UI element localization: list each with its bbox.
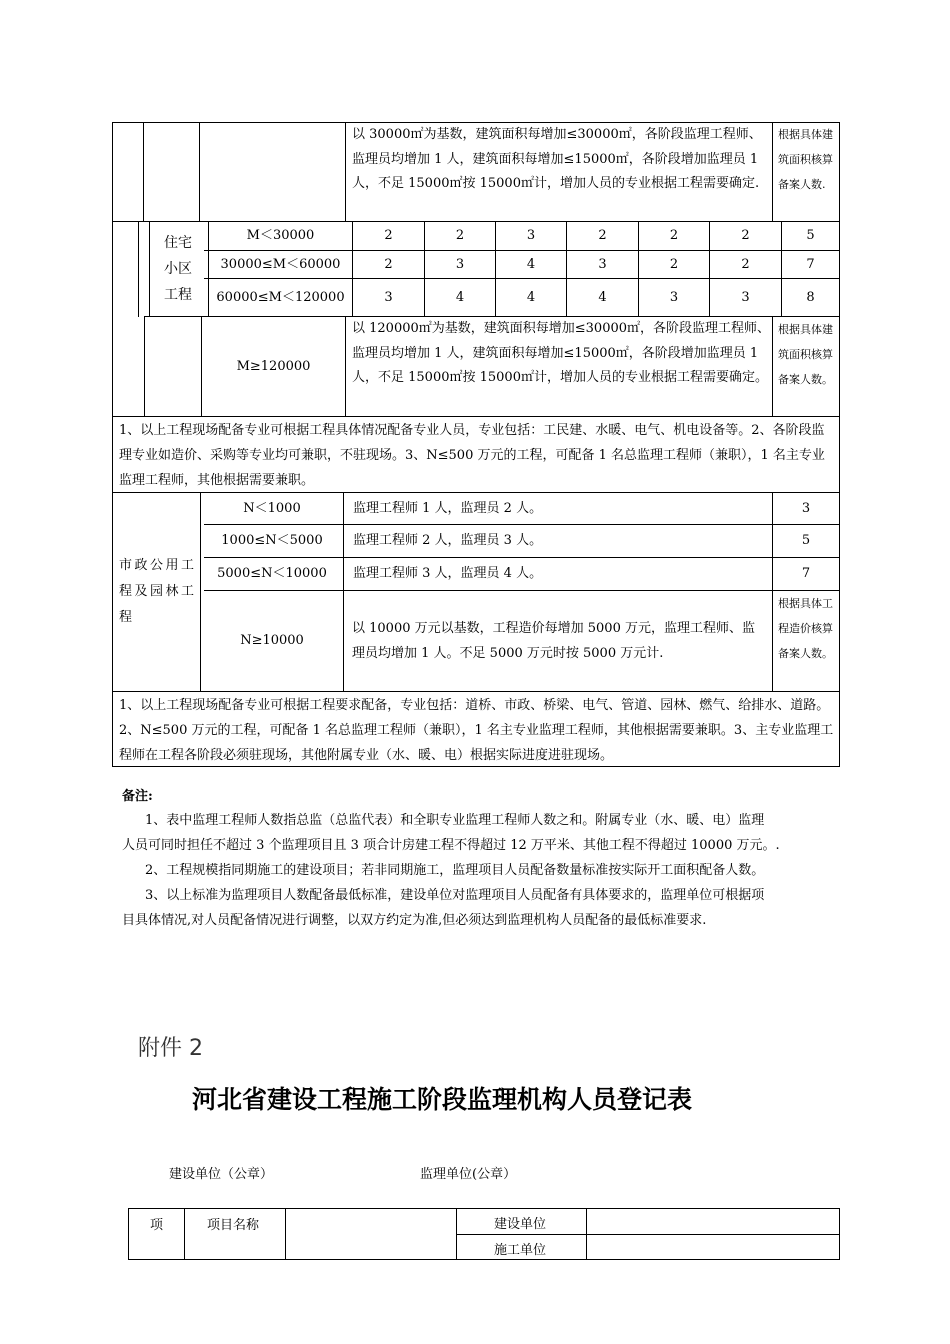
value-cell: 2	[598, 228, 607, 243]
residential-label: 住宅小区工程	[164, 235, 192, 303]
municipal-large-note: 根据具体工程造价核算备案人数。	[778, 597, 833, 660]
top-increment-note: 根据具体建筑面积核算备案人数.	[778, 128, 833, 191]
large-range-cell: M≥120000	[236, 358, 311, 374]
range-cell: 30000≤M＜60000	[220, 256, 341, 272]
range-cell: 5000≤N＜10000	[217, 566, 327, 581]
staff-desc-cell: 监理工程师 3 人，监理员 4 人。	[353, 566, 543, 581]
value-cell: 2	[741, 256, 750, 272]
range-cell: N＜1000	[243, 500, 301, 516]
value-cell: 3	[669, 289, 679, 305]
large-increment-note: 根据具体建筑面积核算备案人数。	[778, 323, 833, 386]
value-cell: 4	[455, 289, 465, 305]
staff-desc-cell: 监理工程师 2 人，监理员 3 人。	[353, 533, 543, 548]
total-cell: 8	[806, 289, 815, 305]
total-cell: 7	[801, 566, 811, 581]
note-1-line-2: 人员可同时担任不超过 3 个监理项目且 3 项合计房建工程不得超过 12 万平米、其他工程不得超过 10000 万元。.	[122, 838, 780, 853]
value-cell: 2	[384, 256, 393, 272]
page-title: 河北省建设工程施工阶段监理机构人员登记表	[192, 1085, 693, 1114]
reg-builder-unit-label: 施工单位	[494, 1243, 547, 1258]
note-2: 2、工程规模指同期施工的建设项目；若非同期施工，监理项目人员配备数量标准按实际开工面积配备人数。	[145, 863, 765, 878]
range-cell: 1000≤N＜5000	[221, 533, 323, 548]
total-cell: 5	[806, 228, 815, 243]
value-cell: 4	[526, 256, 536, 272]
staff-desc-cell: 监理工程师 1 人，监理员 2 人。	[353, 500, 543, 516]
value-cell: 3	[455, 256, 465, 272]
note-1-line-1: 1、表中监理工程师人数指总监（总监代表）和全职专业监理工程师人数之和。附属专业（水、暖、电）监理	[145, 813, 765, 828]
construction-unit-seal: 建设单位（公章）	[169, 1167, 274, 1182]
large-increment-desc: 以 120000㎡为基数，建筑面积每增加≤30000㎡，各阶段监理工程师、监理员均增加 1 人，建筑面积每增加≤15000㎡，各阶段增加监理员 1 人，不足 15000㎡按 15000㎡计，增加人员的专业根据工程需要确定。	[352, 321, 771, 385]
value-cell: 3	[526, 228, 536, 243]
total-cell: 7	[806, 256, 815, 272]
reg-col-index: 项	[150, 1218, 164, 1233]
total-cell: 5	[801, 533, 811, 548]
value-cell: 4	[598, 289, 607, 305]
notes-heading: 备注:	[122, 789, 153, 804]
municipal-label: 市政公用工程及园林工程	[119, 558, 194, 625]
table-footnote-2: 1、以上工程现场配备专业可根据工程要求配备，专业包括：道桥、市政、桥梁、电气、管道、园林、燃气、给排水、道路。2、N≤500 万元的工程，可配备 1 名总监理工程师（兼职），1 名主专业监理工程师，其他根据需要兼职。3、主专业监理工程师在工程各阶段必须驻现场，其他附属专业（水、暖、电）根据实际进度进驻现场。	[119, 698, 834, 763]
value-cell: 2	[741, 228, 750, 243]
reg-col-project-name: 项目名称	[207, 1218, 260, 1233]
municipal-large-desc: 以 10000 万元以基数，工程造价每增加 5000 万元，监理工程师、监理员均增加 1 人。不足 5000 万元时按 5000 万元计.	[352, 621, 755, 661]
range-cell: M＜30000	[246, 228, 315, 243]
reg-construction-unit-label: 建设单位	[494, 1217, 547, 1232]
value-cell: 4	[526, 289, 536, 305]
value-cell: 2	[384, 228, 393, 243]
supervision-unit-seal: 监理单位(公章）	[420, 1167, 517, 1182]
total-cell: 3	[801, 500, 811, 516]
municipal-large-range-cell: N≥10000	[240, 633, 304, 648]
top-increment-desc: 以 30000㎡为基数，建筑面积每增加≤30000㎡，各阶段监理工程师、监理员均增加 1 人，建筑面积每增加≤15000㎡，各阶段增加监理员 1 人，不足 15000㎡按 15000㎡计，增加人员的专业根据工程需要确定.	[352, 127, 762, 191]
value-cell: 3	[384, 289, 393, 305]
note-3-line-1: 3、以上标准为监理项目人数配备最低标准，建设单位对监理项目人员配备有具体要求的，监理单位可根据项	[145, 888, 765, 903]
attachment-label: 附件 2	[138, 1036, 203, 1061]
note-3-line-2: 目具体情况,对人员配备情况进行调整，以双方约定为准,但必须达到监理机构人员配备的最低标准要求.	[122, 913, 707, 928]
value-cell: 2	[455, 228, 465, 243]
table-footnote-1: 1、以上工程现场配备专业可根据工程具体情况配备专业人员，专业包括：工民建、水暖、电气、机电设备等。2、各阶段监理专业如造价、采购等专业均可兼职，不驻现场。3、N≤500 万元的工程，可配备 1 名总监理工程师（兼职），1 名主专业监理工程师，其他根据需要兼职。	[119, 423, 825, 488]
value-cell: 3	[741, 289, 750, 305]
range-cell: 60000≤M＜120000	[216, 289, 345, 305]
value-cell: 2	[669, 228, 679, 243]
value-cell: 3	[598, 256, 607, 272]
value-cell: 2	[669, 256, 679, 272]
